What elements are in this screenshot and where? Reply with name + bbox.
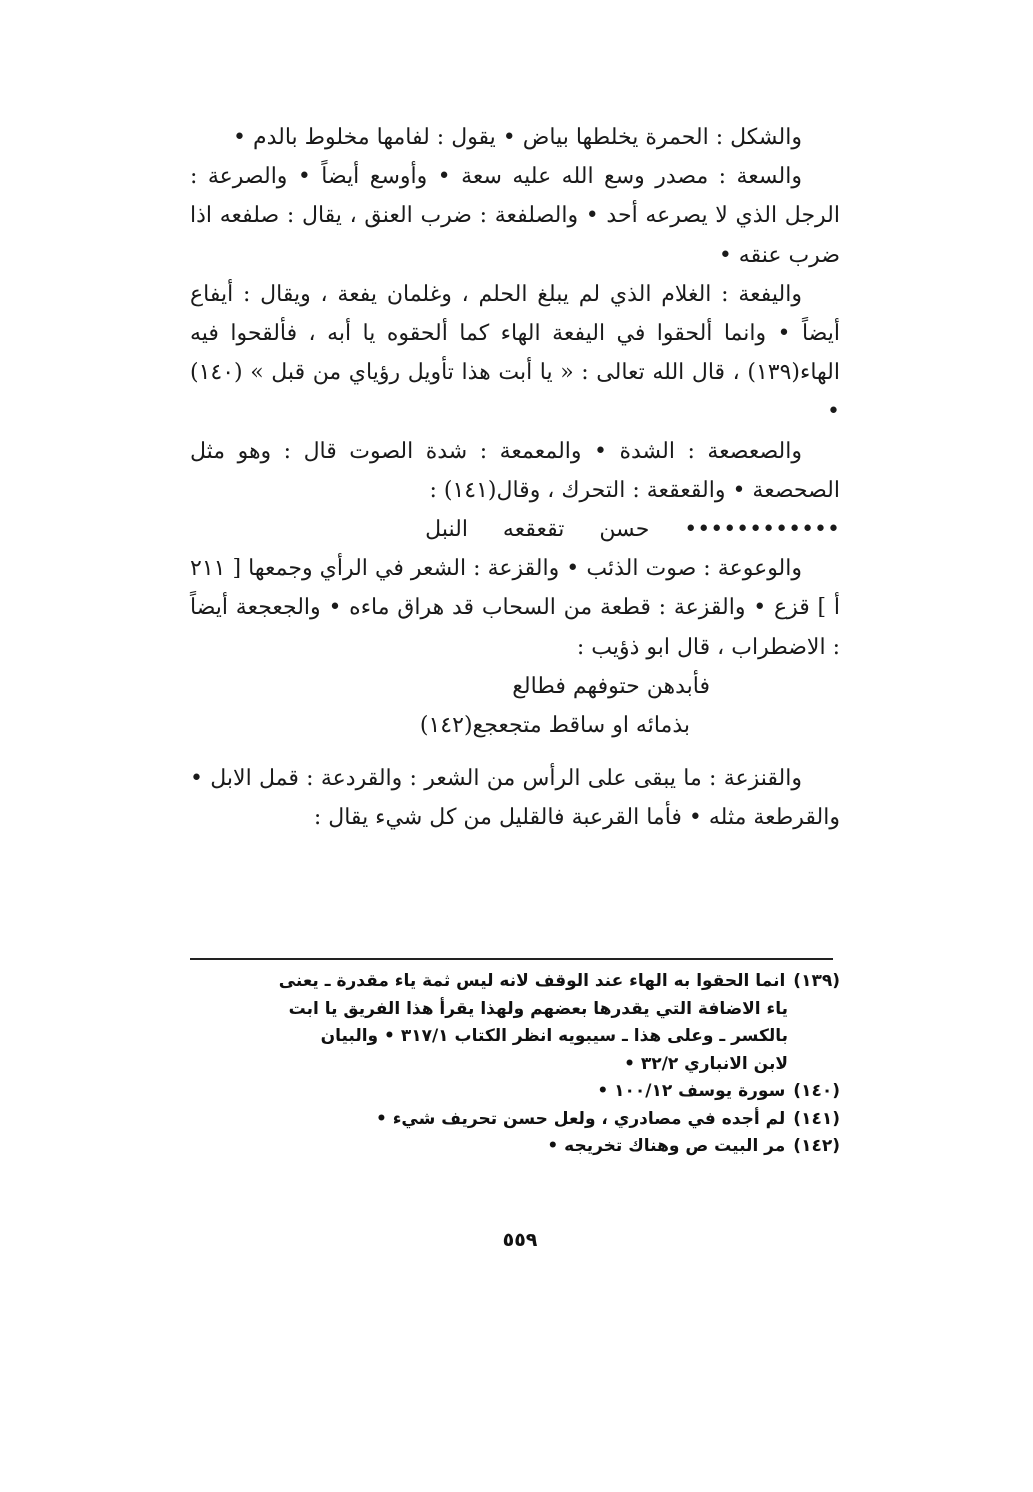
paragraph-saah [190,157,840,275]
paragraph-shakal [190,118,840,157]
footnote-142 [190,1133,840,1161]
text-line: [ ٢١١ أ ] قزع • والقزعة : قطعة من السحاب قد هراق ماءه • [190,556,841,621]
text-line: والجعجعة أيضاً : الاضطراب ، قال ابو ذؤيب : [190,595,840,660]
footnote-divider [190,958,833,960]
footnotes [190,968,840,1161]
footnote-text: سورة يوسف ١٠٠/١٢ • [597,1081,786,1101]
text-line: واليفعة : الغلام الذي لم يبلغ الحلم ، وغلمان يفعة ، ويقال : [242,281,802,307]
text-line: والوعوعة : صوت الذئب • والقزعة : الشعر في الرأي وجمعها [248,556,802,582]
text-line: قبل » (١٤٠) • [190,360,840,425]
footnote-140 [190,1078,840,1106]
footnote-number: (١٤٠) [793,1081,840,1101]
text-line: فيه الهاء(١٣٩) ، قال الله تعالى : « يا أبت هذا تأويل رؤياي من [190,321,840,386]
text-line: مثل الصحصعة • والقعقعة : التحرك ، وقال(١٤١) : [190,438,840,503]
footnote-continuation: بالكسر ـ وعلى هذا ـ سيبويه انظر الكتاب ٣١٧/١ • والبيان [320,1026,788,1046]
verse-line-second: بذمائه او ساقط متجعجع(١٤٢) [419,713,690,739]
footnote-text: مر البيت ص وهناك تخريجه • [547,1136,786,1156]
paragraph-sasaa [190,432,840,510]
footnote-number: (١٤١) [793,1108,840,1129]
text-line: بالدم • [233,125,298,150]
verse-line-single: •••••••••••• حسن تقعقعه النبل [425,517,840,543]
footnote-continuation: لابن الانباري ٣٢/٢ • [624,1053,788,1074]
paragraph-yafaa [190,275,840,432]
paragraph-qunzua [190,759,840,837]
footnote-141 [190,1106,840,1134]
text-line: الرجل الذي لا يصرعه أحد • والصلفعة : ضرب العنق ، يقال : [286,203,840,229]
footnote-text: لم أجده في مصادري ، ولعل حسن تحريف شيء • [375,1108,786,1129]
text-line: والقنزعة : ما يبقى على الرأس من الشعر : والقردعة : قمل [258,766,802,792]
footnote-number: (١٣٩) [793,971,840,991]
footnote-text: انما الحقوا به الهاء عند الوقف لانه ليس ثمة ياء مقدرة ـ يعنى [278,971,786,991]
text-line: الابل • والقرطعة مثله • فأما القرعبة فالقليل من كل شيء يقال : [190,766,840,831]
main-text [190,118,840,838]
text-line: والصعصعة : الشدة • والمعمعة : شدة الصوت قال : وهو [237,438,802,464]
footnote-continuation: ياء الاضافة التي يقدرها بعضهم ولهذا يقرأ هذا الفريق يا ابت [288,998,788,1019]
verse-line-first: فأبدهن حتوفهم فطالع [512,673,710,699]
page-number: ٥٥٩ [502,1229,538,1251]
footnote-number: (١٤٢) [793,1136,840,1156]
text-line: والسعة : مصدر وسع الله عليه سعة • وأوسع أيضاً • والصرعة : [190,164,802,190]
footnote-139 [190,968,840,1078]
text-line: صلفعه اذا ضرب عنقه • [190,203,840,268]
text-line: والشكل : الحمرة يخلطها بياض • يقول : لفامها مخلوط [304,125,802,150]
text-line: أيفاع أيضاً • وانما ألحقوا في اليفعة الهاء كما ألحقوه يا أبه ، فألقحوا [190,281,840,347]
paragraph-waawaa [190,549,840,667]
